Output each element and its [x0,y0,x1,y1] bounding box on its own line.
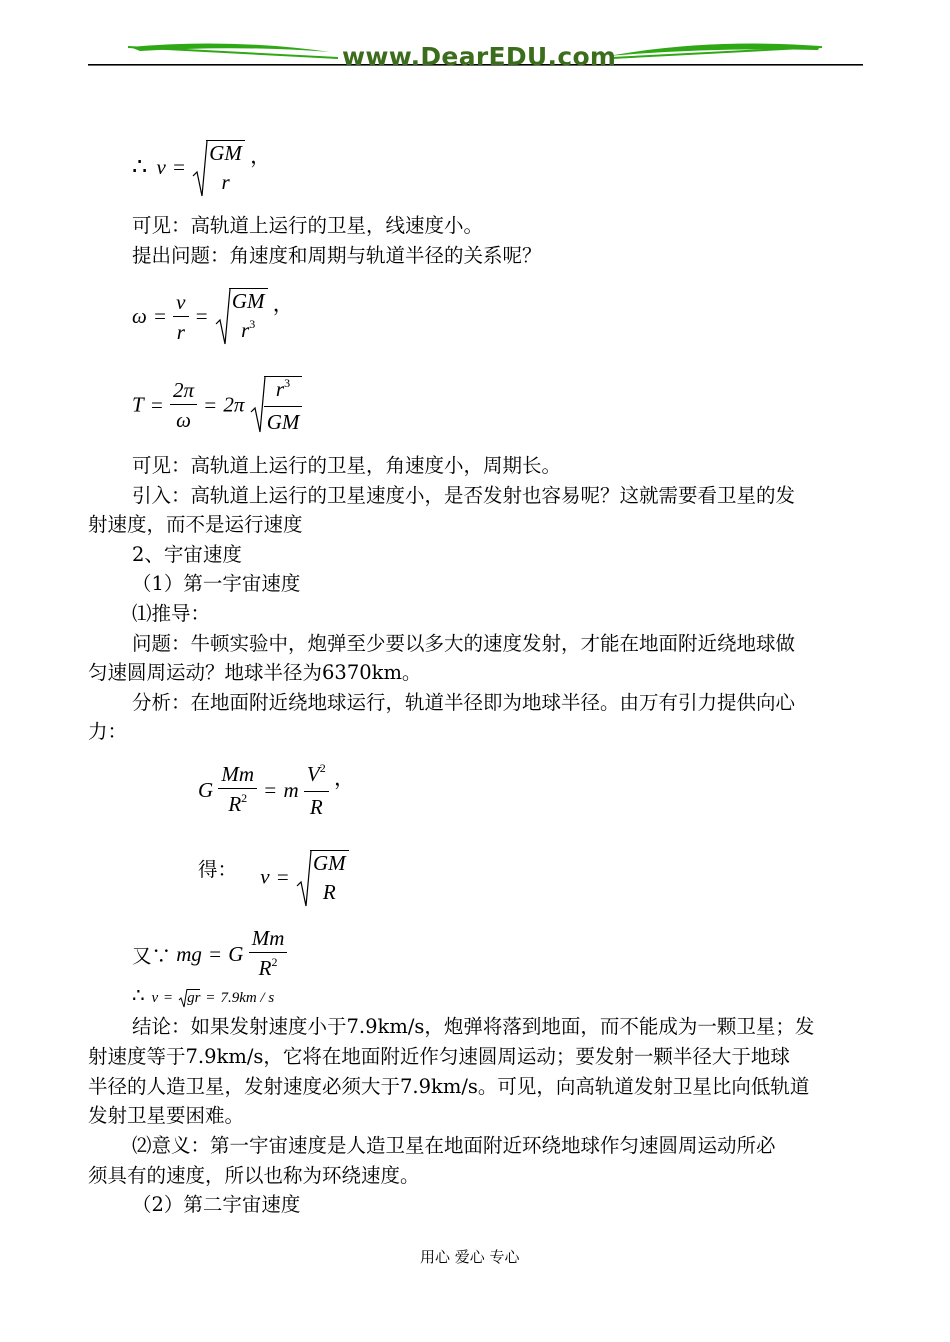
exponent: 3 [249,317,256,331]
paragraph-line: 引入：高轨道上运行的卫星速度小，是否发射也容易呢？这就需要看卫星的发 [132,484,796,507]
equation-orbital-velocity [132,140,271,194]
fraction-numerator: v [173,290,188,317]
velocity-value: 7.9km / s [220,990,275,1006]
fraction-numerator: r [275,377,285,401]
fraction [170,378,197,432]
fraction-numerator: 2π [170,378,197,405]
therefore-symbol: ∴ [132,154,148,181]
eq-sign: = [209,942,222,966]
fraction-numerator: GM [209,141,242,165]
equation-gravity-centripetal [198,762,355,819]
paragraph-line: 射速度等于7.9km/s，它将在地面附近作匀速圆周运动；要发射一颗半径大于地球 [88,1045,790,1068]
equation-result-velocity [198,850,349,904]
eq-sign: = [150,392,163,417]
fraction-numerator: GM [312,851,346,875]
exponent: 2 [241,791,248,805]
paragraph-line: 问题：牛顿实验中，炮弹至少要以多大的速度发射，才能在地面附近绕地球做 [132,632,796,655]
radical [192,140,245,194]
page-footer: 用心 爱心 专心 [420,1248,520,1266]
paragraph-line: 分析：在地面附近绕地球运行，轨道半径即为地球半径。由万有引力提供向心 [132,691,796,714]
fraction-denominator: GM [266,410,300,434]
eq-variable: G [198,778,214,802]
paragraph-line: 射速度，而不是运行速度 [88,513,303,536]
equation-first-cosmic-velocity [132,983,274,1008]
fraction-denominator: r [221,170,230,194]
fraction-denominator: R [228,792,242,816]
fraction [304,762,329,819]
equation-period [132,376,302,434]
fraction [249,926,288,983]
exponent: 3 [284,376,291,390]
fraction-numerator: V [306,762,320,786]
paragraph-line: 可见：高轨道上运行的卫星，线速度小。 [132,214,484,237]
fraction-denominator: R [322,880,336,904]
eq-sign: = [195,304,208,328]
radical [250,376,303,434]
punctuation: ， [250,144,272,168]
eq-sign: = [154,304,166,328]
eq-sign: = [173,154,185,179]
equation-surface-gravity [132,926,287,983]
fraction-denominator: r [241,318,250,342]
paragraph-line: 提出问题：角速度和周期与轨道半径的关系呢？ [132,244,542,267]
coefficient: 2π [223,392,245,417]
exponent: 2 [271,955,278,969]
paragraph-line: 可见：高轨道上运行的卫星，角速度小，周期长。 [132,454,562,477]
radicand: gr [187,990,201,1006]
eq-sign: = [264,778,277,802]
paragraph-line: 匀速圆周运动？地球半径为6370km。 [88,661,422,684]
radical [215,288,268,345]
fraction-denominator: R [258,956,272,980]
exponent: 2 [319,761,326,775]
punctuation: ， [333,766,355,790]
fraction-denominator: ω [176,408,191,432]
eq-variable: m [283,778,299,802]
equation-prefix: 又∵ [132,944,172,968]
eq-sign: = [206,990,215,1006]
radical [296,850,349,904]
paragraph-line: ⑴推导： [132,602,211,625]
fraction-numerator: Mm [249,926,288,953]
fraction-numerator: Mm [218,762,257,789]
subsection-heading: （2）第二宇宙速度 [132,1193,301,1216]
equation-label: 得： [198,858,238,881]
eq-variable: mg [176,942,202,966]
eq-variable: ω [132,304,147,328]
eq-variable: G [228,942,244,966]
eq-sign: = [163,990,173,1006]
paragraph-line: 发射卫星要困难。 [88,1104,245,1127]
section-heading: 2、宇宙速度 [132,543,242,566]
eq-variable: v [156,154,166,179]
fraction [218,762,257,819]
paragraph-line: ⑵意义：第一宇宙速度是人造卫星在地面附近环绕地球作匀速圆周运动所必 [132,1134,776,1157]
fraction-numerator: GM [231,289,265,313]
fraction [173,290,188,344]
eq-variable: v [151,990,159,1006]
eq-sign: = [204,392,217,417]
punctuation: ， [272,292,294,316]
site-logo: www.DearEDU.com [342,42,617,71]
paragraph-line: 半径的人造卫星，发射速度必须大于7.9km/s。可见，向高轨道发射卫星比向低轨道 [88,1075,810,1098]
eq-sign: = [276,864,289,889]
eq-variable: T [132,392,144,417]
paragraph-line: 力： [88,720,128,743]
fraction-denominator: R [309,795,323,819]
eq-variable: v [260,864,270,889]
paragraph-line: 结论：如果发射速度小于7.9km/s，炮弹将落到地面，而不能成为一颗卫星；发 [132,1015,815,1038]
therefore-symbol: ∴ [132,985,145,1007]
fraction-denominator: r [176,319,185,344]
radical [178,989,200,1007]
paragraph-line: 须具有的速度，所以也称为环绕速度。 [88,1164,420,1187]
subsection-heading: （1）第一宇宙速度 [132,572,301,595]
equation-angular-velocity [132,288,294,345]
